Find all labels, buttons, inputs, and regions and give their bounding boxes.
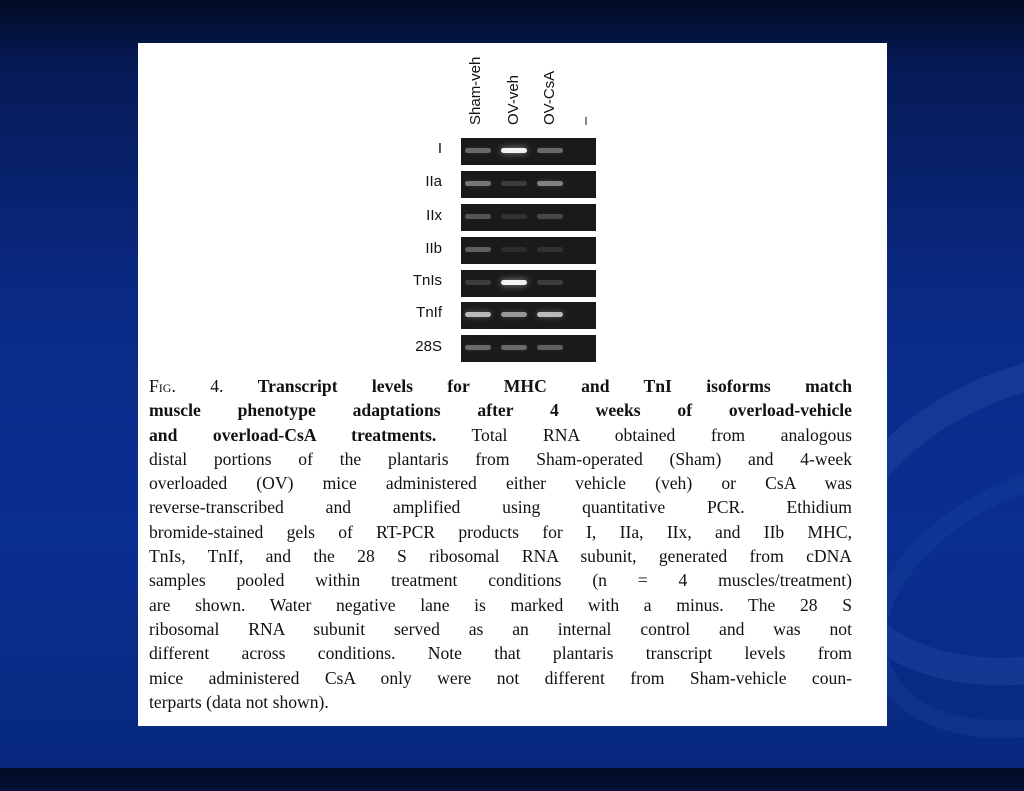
- caption-line: reverse-transcribed and amplified using quantitative PCR. Ethidium: [149, 497, 852, 518]
- lane-label-column: [506, 43, 526, 125]
- caption-line: bromide-stained gels of RT-PCR products for I, IIa, IIx, and IIb MHC,: [149, 521, 852, 542]
- gel-band: [501, 181, 527, 186]
- gel-strip: [461, 270, 596, 297]
- gel-band: [501, 247, 527, 252]
- caption-title: Transcript levels for MHC and TnI isoforms match: [257, 376, 853, 396]
- lane-label-column: [468, 43, 488, 125]
- row-label: IIa: [425, 173, 442, 190]
- caption-line: different across conditions. Note that plantaris transcript levels from: [149, 643, 852, 664]
- lane-label-column: [578, 43, 598, 125]
- caption-line: overloaded (OV) mice administered either vehicle (veh) or CsA was: [149, 473, 852, 494]
- gel-figure: [138, 43, 887, 373]
- gel-band: [465, 214, 491, 219]
- row-label: IIx: [426, 207, 442, 224]
- gel-band: [501, 214, 527, 219]
- gel-band: [537, 181, 563, 186]
- gel-band: [501, 345, 527, 350]
- figure-panel: [138, 43, 887, 726]
- gel-band: [465, 345, 491, 350]
- caption-line: terparts (data not shown).: [149, 691, 329, 712]
- gel-band: [465, 247, 491, 252]
- lane-label: OV-CsA: [541, 70, 558, 125]
- gel-band: [537, 214, 563, 219]
- caption-line: ribosomal RNA subunit served as an internal control and was not: [149, 618, 852, 639]
- gel-band: [537, 280, 563, 285]
- gel-band: [465, 181, 491, 186]
- lane-label: –: [577, 116, 594, 125]
- gel-band: [465, 280, 491, 285]
- gel-strip: [461, 237, 596, 264]
- row-label: I: [437, 140, 442, 157]
- caption-line: samples pooled within treatment conditions (n = 4 muscles/treatment): [149, 570, 852, 591]
- caption-title: and overload-CsA treatments.: [149, 424, 437, 445]
- caption-line: mice administered CsA only were not different from Sham-vehicle coun-: [149, 667, 852, 688]
- gel-band: [537, 312, 563, 317]
- gel-band: [501, 280, 527, 285]
- gel-band: [465, 312, 491, 317]
- caption-line: distal portions of the plantaris from Sham-operated (Sham) and 4-week: [149, 448, 852, 469]
- caption-line: TnIs, TnIf, and the 28 S ribosomal RNA subunit, generated from cDNA: [149, 546, 852, 567]
- caption-line: are shown. Water negative lane is marked with a minus. The 28 S: [149, 594, 852, 615]
- gel-band: [465, 148, 491, 153]
- gel-strip: [461, 204, 596, 231]
- lane-label: Sham-veh: [467, 56, 484, 125]
- gel-strip: [461, 138, 596, 165]
- row-label: TnIs: [412, 272, 442, 289]
- figure-caption: [149, 374, 852, 714]
- gel-band: [501, 312, 527, 317]
- gel-strip: [461, 302, 596, 329]
- gel-strip: [461, 171, 596, 198]
- row-label: TnIf: [416, 304, 442, 321]
- caption-line: muscle phenotype adaptations after 4 weeks of overload-vehicle: [149, 400, 852, 421]
- gel-band: [537, 345, 563, 350]
- caption-line: [149, 423, 852, 447]
- caption-fig-label: Fig. 4.: [149, 376, 258, 396]
- gel-band: [537, 247, 563, 252]
- row-label: IIb: [425, 240, 442, 257]
- gel-strip: [461, 335, 596, 362]
- gel-band: [537, 148, 563, 153]
- caption-line: [149, 374, 852, 398]
- caption-text: Total RNA obtained from analogous: [436, 424, 852, 445]
- row-label: 28S: [415, 338, 442, 355]
- gel-band: [501, 148, 527, 153]
- lane-label-column: [542, 43, 562, 125]
- lane-label: OV-veh: [505, 74, 522, 125]
